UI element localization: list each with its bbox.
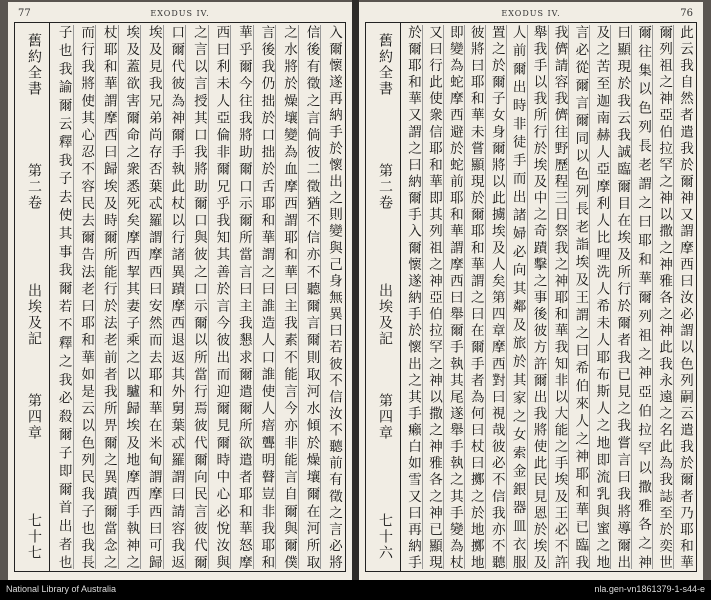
text-column: 又曰行此使衆信耶和華即其列祖之神亞伯拉罕之神以撒之神雅各之神已顯現	[422, 25, 443, 569]
text-column: 言後我仍拙於口拙於舌耶和華謂之曰誰造人口誰使人瘖聾明瞽豈非我耶和	[253, 25, 276, 569]
running-head: EXODUS IV.	[501, 9, 561, 18]
margin-chapter: 第四章	[26, 393, 42, 441]
text-column: 華乎爾今往我將助爾口示爾所當言曰主我懇求爾遣爾所欲遣者耶和華怒摩	[230, 25, 253, 569]
text-column: 埃及蓋欲害爾命之衆悉死矣摩西挈其妻子乘之以驢歸埃及地摩西手執神之	[118, 25, 141, 569]
text-column: 爾列祖之神亞伯拉罕之神以撒之神雅各之神此我永遠之名此為我誌至於奕世	[652, 25, 673, 569]
text-column: 此云我自然者遣我於爾神又謂摩西曰汝必謂以色列嗣云遣我於爾者乃耶和華	[673, 25, 694, 569]
page-number: 76	[680, 8, 693, 19]
footer-bar	[0, 580, 711, 600]
margin-volume: 第二卷	[26, 163, 42, 211]
text-columns	[402, 25, 694, 569]
text-column: 子也我諭爾云釋我子去使其事我爾若不釋之我必殺爾子即爾首出者也	[55, 25, 72, 569]
text-column: 言必從爾言爾同以色列長老詣埃及王謂之曰希伯來人之神耶和華已臨我	[568, 25, 589, 569]
text-column: 及之苦至迦南赫人亞摩利人比哩洗人希未人耶布斯人之地即流乳與蜜之地	[589, 25, 610, 569]
margin-strip	[15, 23, 50, 571]
text-column: 舉我手以我所行於埃及中之奇蹟擊之事後彼方許爾出我將使此民見恩於埃及	[527, 25, 548, 569]
text-column: 之言以言授其口我將助爾口與彼之口示爾以所當行焉彼代爾向民言彼代爾	[185, 25, 208, 569]
footer-source: National Library of Australia	[6, 584, 117, 594]
text-column: 入爾懷遂再納手於懷出之則變與己身無異曰若彼不信汝不聽前有徵之言必將	[320, 25, 343, 569]
footer-identifier: nla.gen-vn1861379-1-s44-e	[594, 584, 705, 594]
book-gutter	[352, 0, 359, 580]
margin-chapter: 第四章	[377, 393, 393, 441]
text-column: 口爾代彼為神爾手執此杖以行諸異蹟摩西退返其外舅葉忒羅謂曰請容我返	[163, 25, 186, 569]
text-frame	[365, 22, 697, 572]
text-columns	[51, 25, 343, 569]
text-column: 而行我將使其心忍不容民去爾告法老曰耶和華如是云以色列民我子也我長	[73, 25, 96, 569]
text-column: 彼將曰耶和華未嘗顯現於爾耶和華謂之曰在爾手者為何曰杖曰擲之於地擲地	[464, 25, 485, 569]
margin-folio: 七十七	[26, 513, 42, 561]
margin-title: 舊約全書	[26, 33, 42, 97]
margin-book: 出埃及記	[26, 283, 42, 347]
margin-book: 出埃及記	[377, 283, 393, 347]
margin-volume: 第二卷	[377, 163, 393, 211]
running-head: EXODUS IV.	[150, 9, 210, 18]
text-column: 我儕請容我儕往野歷程三日祭我之神耶和華我知非以大能之手埃及王必不許	[548, 25, 569, 569]
text-column: 之水將於燥壤變為血摩西謂耶和華曰主我素不能言今亦非能言自爾與爾僕	[275, 25, 298, 569]
text-column: 杖耶和華謂摩西曰歸埃及時爾所能行於法老前者我所畀爾之異蹟爾當念之	[95, 25, 118, 569]
margin-folio: 七十六	[377, 513, 393, 561]
page-number: 77	[18, 8, 31, 19]
text-column: 於爾耶和華又謂之曰納爾手入爾懷遂納手於懷出之其手癩白如雪又曰再納手	[405, 25, 422, 569]
margin-strip	[366, 23, 401, 571]
right-page	[359, 2, 703, 580]
margin-title: 舊約全書	[377, 33, 393, 97]
text-column: 人前爾出時非徒手而出諸婦必向其鄰及旅於其家之女索金銀器皿衣服	[506, 25, 527, 569]
left-page	[8, 2, 352, 580]
text-column: 爾往集以色列長老謂之曰耶和華爾列祖之神亞伯拉罕以撒雅各之神	[631, 25, 652, 569]
text-column: 埃及見我兄弟尚存否葉忒羅謂摩西曰安然而去耶和華在米甸謂摩西曰可歸	[140, 25, 163, 569]
text-column: 信後有徵之言倘彼二徵猶不信亦不聽爾言爾則取河水傾於燥壤爾在河所取	[298, 25, 321, 569]
text-column: 曰顯現於我云我誠臨爾目在埃及所行於爾者我已見之我嘗言曰我將導爾出	[610, 25, 631, 569]
text-column: 西曰利未人亞倫非爾兄乎我知其善於言今彼出而迎爾見爾時中心必悅汝與	[208, 25, 231, 569]
text-frame	[14, 22, 346, 572]
text-column: 即變為蛇摩西避於蛇前耶和華謂摩西曰舉爾手執其尾遂舉手執之其手變為杖	[443, 25, 464, 569]
text-column: 置之於爾子女身爾將以此擄埃及人矣第四章摩西對曰視哉彼必不信我亦不聽	[485, 25, 506, 569]
